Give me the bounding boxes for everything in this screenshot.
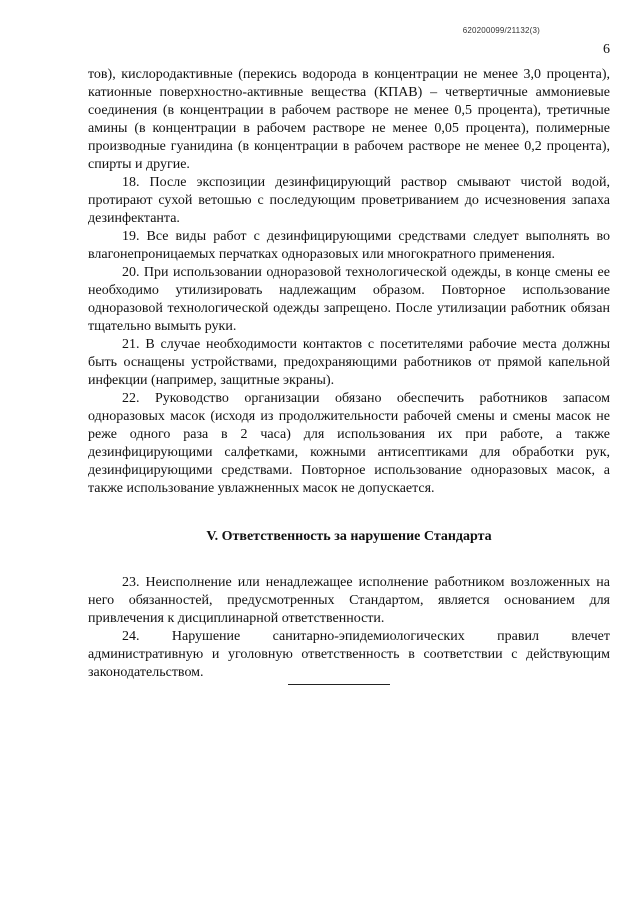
paragraph-19: 19. Все виды работ с дезинфицирующими средствами следует выполнять во влагонепроницаемых перчатках одноразовых или многократного применения. xyxy=(88,229,610,262)
paragraph-24: 24. Нарушение санитарно-эпидемиологических правил влечет административную и уголовную ответственность в соответствии с действующим законодательством. xyxy=(88,629,610,680)
document-body xyxy=(88,66,610,682)
paragraph-21: 21. В случае необходимости контактов с посетителями рабочие места должны быть оснащены устройствами, предохраняющими работников от прямой капельной инфекции (например, защитные экраны). xyxy=(88,337,610,388)
paragraph-20: 20. При использовании одноразовой технологической одежды, в конце смены ее необходимо утилизировать надлежащим образом. Повторное использование одноразовой технологической одежды запрещено. После утилизации работник обязан тщательно вымыть руки. xyxy=(88,265,610,334)
paragraph-18: 18. После экспозиции дезинфицирующий раствор смывают чистой водой, протирают сухой ветошью с последующим проветриванием до исчезновения запаха дезинфектанта. xyxy=(88,175,610,226)
page-number: 6 xyxy=(603,42,610,57)
end-divider xyxy=(288,684,390,685)
paragraph-23: 23. Неисполнение или ненадлежащее исполнение работником возложенных на него обязанностей, предусмотренных Стандартом, является основанием для привлечения к дисциплинарной ответственности. xyxy=(88,575,610,626)
paragraph-22: 22. Руководство организации обязано обеспечить работников запасом одноразовых масок (исходя из продолжительности рабочей смены и смены масок не реже одного раза в 2 часа) для использования их при работе, а также дезинфицирующими салфетками, кожными антисептиками для обработки рук, дезинфицирующими средствами. Повторное использование одноразовых масок, а также использование увлажненных масок не допускается. xyxy=(88,391,610,496)
document-id: 620200099/21132(3) xyxy=(462,26,540,35)
section-heading-v: V. Ответственность за нарушение Стандарта xyxy=(206,529,492,544)
paragraph-continued: тов), кислородактивные (перекись водорода в концентрации не менее 3,0 процента), катионные поверхностно-активные вещества (КПАВ) – четвертичные аммониевые соединения (в концентрации в рабочем растворе не менее 0,5 процента), третичные амины (в концентрации в рабочем растворе не менее 0,05 процента), полимерные производные гуанидина (в концентрации в рабочем растворе не менее 0,2 процента), спирты и другие. xyxy=(88,67,610,172)
